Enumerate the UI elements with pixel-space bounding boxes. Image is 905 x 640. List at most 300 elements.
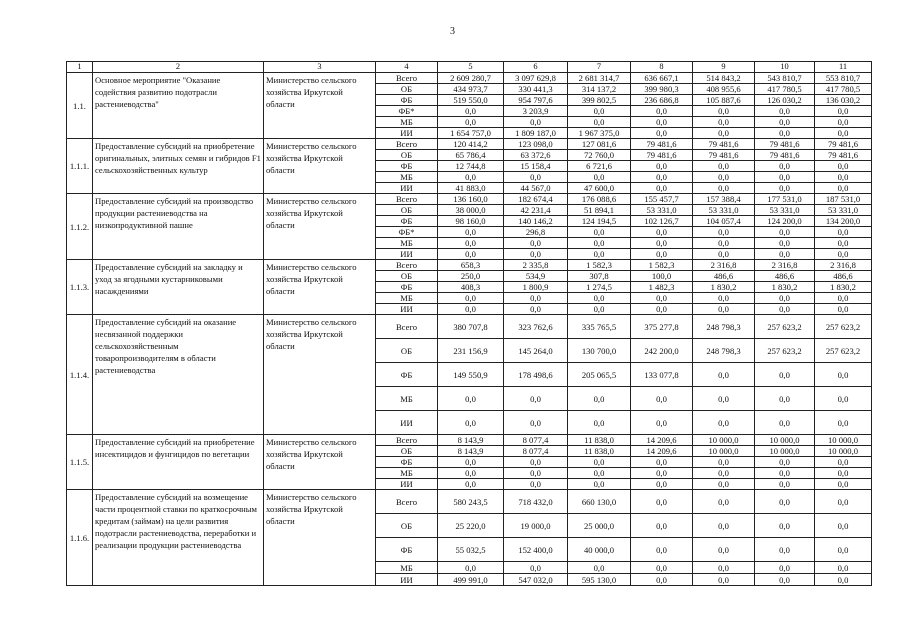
amount-cell: 100,0 [631,271,693,282]
funding-source: МБ [376,387,438,411]
amount-cell: 514 843,2 [693,73,755,84]
amount-cell: 0,0 [693,479,755,490]
funding-source: ИИ [376,574,438,586]
amount-cell: 0,0 [631,249,693,260]
amount-cell: 53 331,0 [815,205,872,216]
executor: Министерство сельского хозяйства Иркутской области [264,315,376,435]
amount-cell: 307,8 [568,271,631,282]
funding-source: ИИ [376,183,438,194]
amount-cell: 1 967 375,0 [568,128,631,139]
amount-cell: 0,0 [693,227,755,238]
amount-cell: 0,0 [755,249,815,260]
executor: Министерство сельского хозяйства Иркутской области [264,73,376,139]
table-row [67,194,872,205]
amount-cell: 486,6 [815,271,872,282]
amount-cell: 134 200,0 [815,216,872,227]
amount-cell: 0,0 [631,172,693,183]
amount-cell: 40 000,0 [568,538,631,562]
amount-cell: 0,0 [568,457,631,468]
amount-cell: 2 681 314,7 [568,73,631,84]
amount-cell: 53 331,0 [631,205,693,216]
header-cell: 4 [376,62,438,73]
amount-cell: 954 797,6 [504,95,568,106]
amount-cell: 0,0 [631,106,693,117]
executor: Министерство сельского хозяйства Иркутской области [264,260,376,315]
amount-cell: 1 830,2 [693,282,755,293]
amount-cell: 660 130,0 [568,490,631,514]
amount-cell: 0,0 [568,249,631,260]
amount-cell: 0,0 [755,363,815,387]
amount-cell: 1 830,2 [815,282,872,293]
executor: Министерство сельского хозяйства Иркутской области [264,194,376,260]
row-code: 1.1.4. [67,315,93,435]
amount-cell: 155 457,7 [631,194,693,205]
row-code: 1.1.2. [67,194,93,260]
amount-cell: 178 498,6 [504,363,568,387]
amount-cell: 10 000,0 [693,446,755,457]
measure-title: Предоставление субсидий на приобретение оригинальных, элитных семян и гибридов F1 сельскохозяйственных культур [93,139,264,194]
amount-cell: 0,0 [568,227,631,238]
amount-cell: 242 200,0 [631,339,693,363]
funding-source: ФБ [376,363,438,387]
amount-cell: 0,0 [568,293,631,304]
amount-cell: 257 623,2 [755,339,815,363]
measure-title: Предоставление субсидий на закладку и уход за ягодными кустарниковыми насаждениями [93,260,264,315]
amount-cell: 44 567,0 [504,183,568,194]
amount-cell: 417 780,5 [815,84,872,95]
amount-cell: 0,0 [815,238,872,249]
amount-cell: 0,0 [815,457,872,468]
amount-cell: 1 800,9 [504,282,568,293]
amount-cell: 0,0 [693,457,755,468]
amount-cell: 0,0 [815,293,872,304]
amount-cell: 79 481,6 [693,150,755,161]
amount-cell: 0,0 [438,117,504,128]
amount-cell: 0,0 [693,538,755,562]
amount-cell: 0,0 [815,128,872,139]
amount-cell: 79 481,6 [755,150,815,161]
row-code: 1.1.1. [67,139,93,194]
funding-source: МБ [376,468,438,479]
table-row [67,490,872,514]
amount-cell: 0,0 [755,172,815,183]
amount-cell: 0,0 [631,387,693,411]
budget-table [66,61,872,586]
header-cell: 5 [438,62,504,73]
amount-cell: 0,0 [693,363,755,387]
amount-cell: 257 623,2 [755,315,815,339]
amount-cell: 0,0 [568,238,631,249]
header-cell: 2 [93,62,264,73]
amount-cell: 8 077,4 [504,446,568,457]
amount-cell: 0,0 [631,238,693,249]
header-cell: 11 [815,62,872,73]
amount-cell: 335 765,5 [568,315,631,339]
amount-cell: 595 130,0 [568,574,631,586]
amount-cell: 323 762,6 [504,315,568,339]
amount-cell: 2 316,8 [755,260,815,271]
amount-cell: 0,0 [815,106,872,117]
amount-cell: 543 810,7 [755,73,815,84]
amount-cell: 145 264,0 [504,339,568,363]
amount-cell: 0,0 [438,172,504,183]
row-code: 1.1.3. [67,260,93,315]
amount-cell: 0,0 [755,574,815,586]
amount-cell: 0,0 [631,574,693,586]
amount-cell: 140 146,2 [504,216,568,227]
funding-source: ФБ [376,282,438,293]
funding-source: ОБ [376,150,438,161]
amount-cell: 1 582,3 [631,260,693,271]
amount-cell: 0,0 [755,238,815,249]
amount-cell: 25 000,0 [568,514,631,538]
header-cell: 1 [67,62,93,73]
amount-cell: 0,0 [755,161,815,172]
amount-cell: 0,0 [815,562,872,574]
amount-cell: 0,0 [815,304,872,315]
amount-cell: 486,6 [755,271,815,282]
row-code: 1.1. [67,73,93,139]
amount-cell: 0,0 [693,128,755,139]
amount-cell: 8 077,4 [504,435,568,446]
amount-cell: 0,0 [504,457,568,468]
amount-cell: 47 600,0 [568,183,631,194]
row-code: 1.1.5. [67,435,93,490]
amount-cell: 314 137,2 [568,84,631,95]
measure-title: Предоставление субсидий на оказание несвязанной поддержки сельскохозяйственным товаропроизводителям в области растениеводства [93,315,264,435]
amount-cell: 0,0 [815,249,872,260]
amount-cell: 15 158,4 [504,161,568,172]
amount-cell: 25 220,0 [438,514,504,538]
amount-cell: 0,0 [568,387,631,411]
amount-cell: 380 707,8 [438,315,504,339]
amount-cell: 0,0 [755,514,815,538]
amount-cell: 519 550,0 [438,95,504,106]
amount-cell: 42 231,4 [504,205,568,216]
amount-cell: 136 160,0 [438,194,504,205]
header-cell: 8 [631,62,693,73]
amount-cell: 0,0 [568,117,631,128]
amount-cell: 130 700,0 [568,339,631,363]
amount-cell: 0,0 [631,227,693,238]
amount-cell: 0,0 [631,468,693,479]
amount-cell: 0,0 [631,538,693,562]
amount-cell: 0,0 [504,172,568,183]
amount-cell: 2 335,8 [504,260,568,271]
amount-cell: 79 481,6 [815,150,872,161]
funding-source: ФБ [376,95,438,106]
amount-cell: 124 194,5 [568,216,631,227]
amount-cell: 136 030,2 [815,95,872,106]
amount-cell: 65 786,4 [438,150,504,161]
amount-cell: 0,0 [755,562,815,574]
funding-source: ИИ [376,249,438,260]
amount-cell: 8 143,9 [438,435,504,446]
amount-cell: 12 744,8 [438,161,504,172]
amount-cell: 0,0 [693,117,755,128]
amount-cell: 72 760,0 [568,150,631,161]
amount-cell: 10 000,0 [815,446,872,457]
amount-cell: 417 780,5 [755,84,815,95]
amount-cell: 0,0 [438,249,504,260]
funding-source: ФБ [376,216,438,227]
amount-cell: 0,0 [815,574,872,586]
amount-cell: 0,0 [504,249,568,260]
amount-cell: 0,0 [693,490,755,514]
table-row [67,73,872,84]
amount-cell: 250,0 [438,271,504,282]
measure-title: Предоставление субсидий на возмещение части процентной ставки по краткосрочным кредитам (займам) на цели развития подотрасли растениеводства, переработки и реализации продукции растениеводства [93,490,264,586]
amount-cell: 0,0 [568,411,631,435]
amount-cell: 330 441,3 [504,84,568,95]
amount-cell: 0,0 [504,411,568,435]
amount-cell: 0,0 [755,128,815,139]
amount-cell: 0,0 [693,172,755,183]
funding-source: ОБ [376,446,438,457]
funding-source: МБ [376,172,438,183]
amount-cell: 0,0 [693,238,755,249]
funding-source: ИИ [376,479,438,490]
amount-cell: 0,0 [693,293,755,304]
amount-cell: 375 277,8 [631,315,693,339]
amount-cell: 3 203,9 [504,106,568,117]
amount-cell: 580 243,5 [438,490,504,514]
amount-cell: 1 830,2 [755,282,815,293]
amount-cell: 0,0 [755,479,815,490]
amount-cell: 10 000,0 [755,435,815,446]
amount-cell: 399 802,5 [568,95,631,106]
amount-cell: 0,0 [438,238,504,249]
amount-cell: 0,0 [755,411,815,435]
amount-cell: 408 955,6 [693,84,755,95]
amount-cell: 636 667,1 [631,73,693,84]
amount-cell: 0,0 [815,490,872,514]
amount-cell: 0,0 [568,172,631,183]
amount-cell: 3 097 629,8 [504,73,568,84]
funding-source: ОБ [376,271,438,282]
amount-cell: 1 482,3 [631,282,693,293]
executor: Министерство сельского хозяйства Иркутской области [264,435,376,490]
amount-cell: 0,0 [755,490,815,514]
amount-cell: 0,0 [504,387,568,411]
amount-cell: 124 200,0 [755,216,815,227]
amount-cell: 79 481,6 [815,139,872,150]
amount-cell: 0,0 [815,227,872,238]
amount-cell: 0,0 [755,227,815,238]
amount-cell: 0,0 [438,106,504,117]
amount-cell: 547 032,0 [504,574,568,586]
table-row [67,139,872,150]
amount-cell: 0,0 [755,117,815,128]
amount-cell: 257 623,2 [815,315,872,339]
amount-cell: 0,0 [438,411,504,435]
funding-source: Всего [376,139,438,150]
amount-cell: 0,0 [631,183,693,194]
amount-cell: 79 481,6 [631,139,693,150]
amount-cell: 1 654 757,0 [438,128,504,139]
amount-cell: 14 209,6 [631,435,693,446]
amount-cell: 0,0 [631,304,693,315]
funding-source: ФБ [376,538,438,562]
amount-cell: 79 481,6 [693,139,755,150]
funding-source: ФБ* [376,227,438,238]
amount-cell: 79 481,6 [631,150,693,161]
amount-cell: 1 809 187,0 [504,128,568,139]
amount-cell: 0,0 [504,562,568,574]
amount-cell: 658,3 [438,260,504,271]
amount-cell: 38 000,0 [438,205,504,216]
amount-cell: 133 077,8 [631,363,693,387]
amount-cell: 0,0 [693,411,755,435]
amount-cell: 0,0 [438,227,504,238]
funding-source: ИИ [376,411,438,435]
amount-cell: 296,8 [504,227,568,238]
amount-cell: 0,0 [755,183,815,194]
funding-source: ИИ [376,128,438,139]
amount-cell: 0,0 [568,106,631,117]
amount-cell: 2 609 280,7 [438,73,504,84]
amount-cell: 157 388,4 [693,194,755,205]
amount-cell: 53 331,0 [693,205,755,216]
amount-cell: 0,0 [693,514,755,538]
table-row [67,260,872,271]
amount-cell: 0,0 [815,479,872,490]
amount-cell: 105 887,6 [693,95,755,106]
funding-source: ОБ [376,84,438,95]
amount-cell: 2 316,8 [693,260,755,271]
header-cell: 3 [264,62,376,73]
amount-cell: 0,0 [755,468,815,479]
amount-cell: 0,0 [815,172,872,183]
amount-cell: 0,0 [693,574,755,586]
amount-cell: 399 980,3 [631,84,693,95]
amount-cell: 0,0 [438,468,504,479]
funding-source: МБ [376,117,438,128]
amount-cell: 0,0 [815,468,872,479]
amount-cell: 0,0 [631,562,693,574]
amount-cell: 6 721,6 [568,161,631,172]
amount-cell: 0,0 [438,304,504,315]
funding-source: ИИ [376,304,438,315]
amount-cell: 0,0 [504,293,568,304]
amount-cell: 0,0 [755,304,815,315]
amount-cell: 534,9 [504,271,568,282]
amount-cell: 248 798,3 [693,315,755,339]
header-cell: 9 [693,62,755,73]
amount-cell: 0,0 [755,538,815,562]
funding-source: Всего [376,435,438,446]
funding-source: МБ [376,562,438,574]
amount-cell: 408,3 [438,282,504,293]
amount-cell: 0,0 [504,238,568,249]
header-cell: 10 [755,62,815,73]
amount-cell: 0,0 [631,293,693,304]
executor: Министерство сельского хозяйства Иркутской области [264,490,376,586]
amount-cell: 53 331,0 [755,205,815,216]
amount-cell: 55 032,5 [438,538,504,562]
row-code: 1.1.6. [67,490,93,586]
amount-cell: 0,0 [504,304,568,315]
amount-cell: 0,0 [631,117,693,128]
amount-cell: 127 081,6 [568,139,631,150]
amount-cell: 0,0 [438,479,504,490]
amount-cell: 434 973,7 [438,84,504,95]
measure-title: Основное мероприятие "Оказание содействия развитию подотрасли растениеводства" [93,73,264,139]
amount-cell: 0,0 [568,479,631,490]
amount-cell: 176 088,6 [568,194,631,205]
amount-cell: 8 143,9 [438,446,504,457]
amount-cell: 149 550,9 [438,363,504,387]
amount-cell: 79 481,6 [755,139,815,150]
measure-title: Предоставление субсидий на производство продукции растениеводства на низкопродуктивной пашне [93,194,264,260]
executor: Министерство сельского хозяйства Иркутской области [264,139,376,194]
amount-cell: 104 057,4 [693,216,755,227]
amount-cell: 0,0 [568,304,631,315]
amount-cell: 0,0 [438,562,504,574]
amount-cell: 0,0 [815,183,872,194]
amount-cell: 0,0 [815,387,872,411]
amount-cell: 0,0 [815,117,872,128]
page-number: 3 [450,26,455,37]
amount-cell: 10 000,0 [815,435,872,446]
amount-cell: 0,0 [815,514,872,538]
amount-cell: 0,0 [438,387,504,411]
amount-cell: 126 030,2 [755,95,815,106]
amount-cell: 10 000,0 [755,446,815,457]
amount-cell: 718 432,0 [504,490,568,514]
amount-cell: 1 582,3 [568,260,631,271]
funding-source: Всего [376,260,438,271]
funding-source: ФБ [376,457,438,468]
funding-source: ФБ [376,161,438,172]
amount-cell: 0,0 [693,106,755,117]
amount-cell: 0,0 [631,457,693,468]
amount-cell: 0,0 [438,293,504,304]
funding-source: ОБ [376,514,438,538]
amount-cell: 0,0 [755,106,815,117]
amount-cell: 0,0 [693,468,755,479]
amount-cell: 41 883,0 [438,183,504,194]
amount-cell: 553 810,7 [815,73,872,84]
amount-cell: 152 400,0 [504,538,568,562]
funding-source: Всего [376,315,438,339]
amount-cell: 0,0 [815,363,872,387]
funding-source: ФБ* [376,106,438,117]
table-row [67,315,872,339]
table-row [67,435,872,446]
measure-title: Предоставление субсидий на приобретение инсектицидов и фунгицидов по вегетации [93,435,264,490]
funding-source: Всего [376,194,438,205]
header-cell: 7 [568,62,631,73]
amount-cell: 0,0 [568,562,631,574]
amount-cell: 499 991,0 [438,574,504,586]
amount-cell: 1 274,5 [568,282,631,293]
amount-cell: 11 838,0 [568,446,631,457]
amount-cell: 10 000,0 [693,435,755,446]
amount-cell: 0,0 [815,411,872,435]
amount-cell: 0,0 [815,538,872,562]
amount-cell: 51 894,1 [568,205,631,216]
amount-cell: 63 372,6 [504,150,568,161]
amount-cell: 2 316,8 [815,260,872,271]
header-row [67,62,872,73]
header-cell: 6 [504,62,568,73]
amount-cell: 11 838,0 [568,435,631,446]
amount-cell: 0,0 [631,411,693,435]
amount-cell: 0,0 [815,161,872,172]
amount-cell: 0,0 [755,457,815,468]
amount-cell: 0,0 [693,387,755,411]
